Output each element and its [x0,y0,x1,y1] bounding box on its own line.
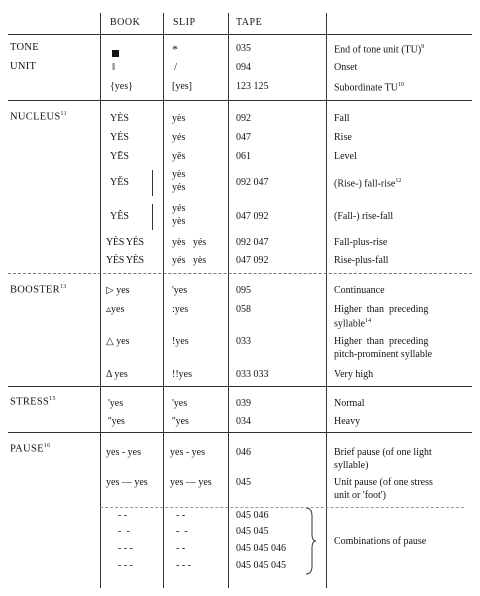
cell-tape: 094 [236,62,251,73]
cell-book: yes - yes [106,447,141,458]
section-rule [8,100,472,101]
cell-book: ‐ ‐ ‐ [118,543,133,554]
cell-tape: 039 [236,398,251,409]
cell-book: YÊS [110,211,129,222]
tone-end-square-icon [112,45,119,61]
cell-tape: 035 [236,43,251,54]
cell-desc: Continuance [334,285,385,296]
cell-tape: 061 [236,151,251,162]
cell-tape: 123 125 [236,81,269,92]
cell-slip: 'yes [172,398,188,409]
cell-slip: ‐ ‐ [176,526,188,537]
section-booster-label: BOOSTER$^{13}$ [10,284,67,296]
cell-tape: 092 [236,113,251,124]
cell-slip: yès [172,169,186,180]
section-unit-label: UNIT [10,61,37,72]
cell-desc: syllable) [334,460,369,471]
cell-desc: Fall [334,113,350,124]
cell-book: YÈS [110,113,129,124]
cell-desc: Subordinate TU$^{10}$ [334,82,404,94]
section-rule [8,432,472,433]
cell-tape: 045 045 046 [236,543,286,554]
cell-tape: 095 [236,285,251,296]
cell-book: Δ yes [106,369,128,380]
cell-slip: ‐ ‐ [176,510,186,521]
cell-tape: 045 [236,477,251,488]
header-tape: TAPE [236,17,263,28]
bracket [152,204,157,230]
cell-slip: yés yès [172,255,207,266]
cell-desc: Brief pause (of one light [334,447,432,458]
cell-book: YÉS YÈS [106,255,144,266]
cell-tape: 092 047 [236,177,269,188]
cell-book: ‐ ‐ ‐ [118,560,133,571]
cell-tape: 047 092 [236,211,269,222]
cell-desc: unit or 'foot') [334,490,386,501]
brace-icon [304,506,318,576]
cell-desc: Unit pause (of one stress [334,477,433,488]
cell-tape: 045 045 [236,526,269,537]
cell-slip: [yes] [172,81,192,92]
cell-desc: Fall-plus-rise [334,237,388,248]
section-pause-label: PAUSE$^{16}$ [10,443,51,455]
cell-slip: yés [172,203,186,214]
cell-tape: 047 092 [236,255,269,266]
cell-slip: ''yes [172,416,189,427]
cell-tape: 046 [236,447,251,458]
header-book: BOOK [110,17,141,28]
header-slip: SLIP [173,17,196,28]
cell-slip: yes - yes [170,447,205,458]
section-stress-label: STRESS$^{15}$ [10,396,56,408]
cell-slip: !yes [172,336,189,347]
cell-book: △ yes [106,336,130,347]
cell-tape: 033 [236,336,251,347]
cell-book: ▷ yes [106,285,130,296]
section-tone-label: TONE [10,42,40,53]
cell-desc: End of tone unit (TU)$^9$ [334,44,425,56]
cell-desc: Onset [334,62,358,73]
cell-desc: syllable$^{14}$ [334,318,372,330]
cell-tape: 034 [236,416,251,427]
cell-book: YĚS [110,177,129,188]
cell-desc: (Rise-) fall-rise$^{12}$ [334,178,402,190]
cell-desc: Rise-plus-fall [334,255,389,266]
bracket [152,170,157,196]
cell-slip: yés [172,182,186,193]
section-rule [8,386,472,387]
cell-desc: Normal [334,398,365,409]
cell-desc: Very high [334,369,374,380]
cell-slip: yēs [172,151,186,162]
cell-desc: pitch-prominent syllable [334,349,433,360]
cell-slip: yès [172,216,186,227]
cell-slip: yès [172,113,186,124]
cell-book: YÈS YÉS [106,237,144,248]
cell-book: ''yes [108,416,125,427]
cell-tape: 058 [236,304,251,315]
cell-book: YÉS [110,132,129,143]
cell-book: ‐ ‐ [118,510,128,521]
cell-slip: :yes [172,304,189,315]
cell-slip: / [174,61,178,73]
cell-desc: (Fall-) rise-fall [334,211,394,222]
section-nucleus-label: NUCLEUS$^{11}$ [10,111,67,123]
cell-slip: ‐ ‐ [176,543,186,554]
cell-slip: * [172,42,178,56]
cell-slip: !!yes [172,369,192,380]
cell-book: yes — yes [106,477,148,488]
cell-book: 'yes [108,398,124,409]
cell-slip: 'yes [172,285,188,296]
cell-tape: 033 033 [236,369,269,380]
cell-book: ‐ ‐ [118,526,130,537]
cell-book: YĒS [110,151,129,162]
cell-desc: Rise [334,132,352,143]
row-rule [100,507,464,508]
cell-tape: 047 [236,132,251,143]
cell-slip: ‐ ‐ ‐ [176,560,191,571]
cell-slip: yès yés [172,237,207,248]
section-rule [8,273,472,274]
combinations-label: Combinations of pause [334,536,427,547]
cell-slip: yés [172,132,186,143]
cell-desc: Higher than preceding [334,304,429,315]
cell-tape: 045 045 045 [236,560,286,571]
cell-desc: Heavy [334,416,361,427]
cell-book: {yes} [110,81,133,92]
cell-desc: Higher than preceding [334,336,429,347]
header-rule [8,34,472,35]
cell-slip: yes — yes [170,477,212,488]
cell-book: ▵yes [106,304,125,315]
cell-desc: Level [334,151,357,162]
cell-tape: 045 046 [236,510,269,521]
cell-tape: 092 047 [236,237,269,248]
cell-book: ‖ [112,61,116,73]
